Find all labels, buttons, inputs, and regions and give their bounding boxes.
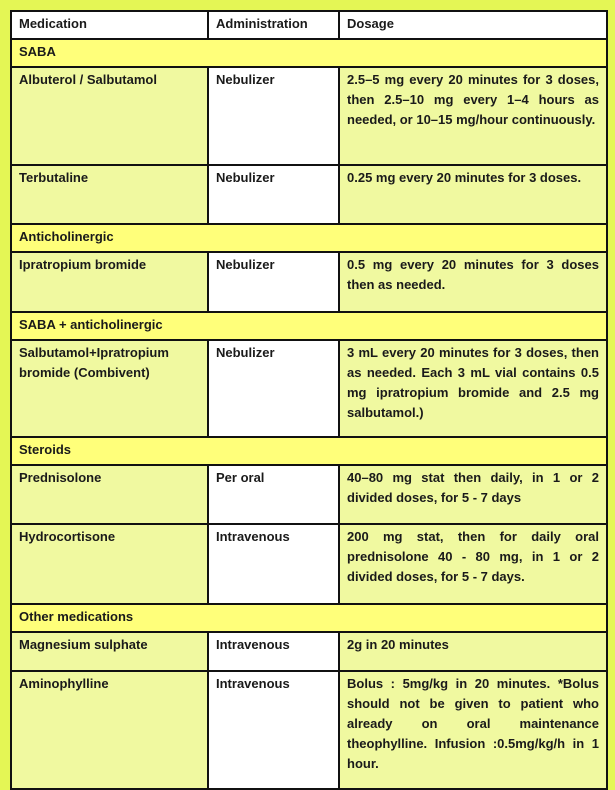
category-row [11, 39, 607, 67]
administration-cell: Intravenous [208, 671, 339, 789]
table-row [11, 465, 607, 524]
medication-cell: Ipratropium bromide [11, 252, 208, 312]
header-row [11, 11, 607, 39]
table-row [11, 340, 607, 437]
category-label: Anticholinergic [11, 224, 607, 252]
administration-cell: Nebulizer [208, 165, 339, 224]
dosage-cell: Bolus : 5mg/kg in 20 minutes. *Bolus should not be given to patient who already on oral maintenance theophylline. Infusion :0.5mg/kg/h in 1 hour. [339, 671, 607, 789]
category-label: SABA [11, 39, 607, 67]
table-row [11, 632, 607, 671]
medication-table [10, 10, 608, 790]
header-dosage: Dosage [339, 11, 607, 39]
dosage-cell: 200 mg stat, then for daily oral prednisolone 40 - 80 mg, in 1 or 2 divided doses, for 5 - 7 days. [339, 524, 607, 604]
table-row [11, 252, 607, 312]
category-label: SABA + anticholinergic [11, 312, 607, 340]
dosage-cell: 2.5–5 mg every 20 minutes for 3 doses, then 2.5–10 mg every 1–4 hours as needed, or 10–15 mg/hour continuously. [339, 67, 607, 165]
dosage-cell: 0.25 mg every 20 minutes for 3 doses. [339, 165, 607, 224]
category-row [11, 437, 607, 465]
administration-cell: Per oral [208, 465, 339, 524]
dosage-cell: 0.5 mg every 20 minutes for 3 doses then as needed. [339, 252, 607, 312]
medication-cell: Hydrocortisone [11, 524, 208, 604]
medication-cell: Albuterol / Salbutamol [11, 67, 208, 165]
category-label: Other medications [11, 604, 607, 632]
table-row [11, 671, 607, 789]
category-row [11, 224, 607, 252]
administration-cell: Intravenous [208, 632, 339, 671]
table-row [11, 165, 607, 224]
dosage-cell: 3 mL every 20 minutes for 3 doses, then as needed. Each 3 mL vial contains 0.5 mg ipratropium bromide and 2.5 mg salbutamol.) [339, 340, 607, 437]
administration-cell: Nebulizer [208, 67, 339, 165]
administration-cell: Nebulizer [208, 252, 339, 312]
table-row [11, 67, 607, 165]
medication-cell: Terbutaline [11, 165, 208, 224]
administration-cell: Nebulizer [208, 340, 339, 437]
medication-cell: Prednisolone [11, 465, 208, 524]
category-label: Steroids [11, 437, 607, 465]
category-row [11, 604, 607, 632]
medication-cell: Magnesium sulphate [11, 632, 208, 671]
header-medication: Medication [11, 11, 208, 39]
category-row [11, 312, 607, 340]
dosage-cell: 40–80 mg stat then daily, in 1 or 2 divided doses, for 5 - 7 days [339, 465, 607, 524]
table-row [11, 524, 607, 604]
dosage-cell: 2g in 20 minutes [339, 632, 607, 671]
administration-cell: Intravenous [208, 524, 339, 604]
medication-cell: Salbutamol+Ipratropium bromide (Combivent) [11, 340, 208, 437]
header-administration: Administration [208, 11, 339, 39]
medication-cell: Aminophylline [11, 671, 208, 789]
